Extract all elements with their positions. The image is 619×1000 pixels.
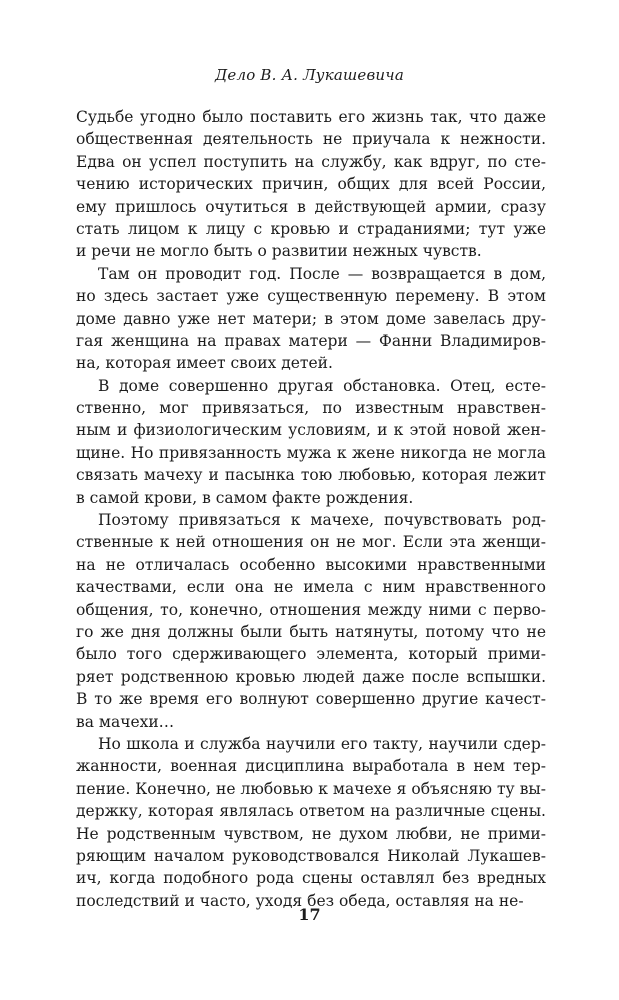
text-line: общения, то, конечно, отношения между ними с перво- bbox=[76, 600, 546, 619]
paragraph bbox=[76, 106, 546, 263]
page-number: 17 bbox=[298, 905, 321, 924]
text-line: Поэтому привязаться к мачехе, почувствовать род- bbox=[98, 511, 546, 530]
text-line: на, которая имеет своих детей. bbox=[76, 354, 333, 373]
text-line: ряющим началом руководствовался Николай Лукашев- bbox=[76, 846, 546, 865]
text-line: Судьбе угодно было поставить его жизнь так, что даже bbox=[76, 108, 546, 126]
text-line: качествами, если она не имела с ним нравственного bbox=[76, 578, 546, 597]
running-head: Дело В. А. Лукашевича bbox=[215, 66, 404, 84]
text-line: В доме совершенно другая обстановка. Отец, есте- bbox=[98, 376, 546, 395]
text-line: пение. Конечно, не любовью к мачехе я объясняю ту вы- bbox=[76, 779, 546, 798]
paragraph bbox=[76, 509, 546, 733]
text-line: жанности, военная дисциплина выработала в нем тер- bbox=[76, 757, 546, 776]
text-line: но здесь застает уже существенную перемену. В этом bbox=[76, 287, 546, 306]
text-line: Едва он успел поступить на службу, как вдруг, по сте- bbox=[76, 152, 546, 171]
paragraph bbox=[76, 733, 546, 912]
text-line: ряет родственною кровью людей даже после вспышки. bbox=[76, 667, 546, 686]
text-line: ным и физиологическим условиям, и к этой новой жен- bbox=[76, 421, 546, 440]
paragraph bbox=[76, 375, 546, 509]
text-line: общественная деятельность не приучала к нежности. bbox=[76, 130, 546, 149]
text-line: ич, когда подобного рода сцены оставлял без вредных bbox=[76, 869, 546, 888]
text-line: го же дня должны были быть натянуты, потому что не bbox=[76, 622, 546, 641]
text-line: доме давно уже нет матери; в этом доме завелась дру- bbox=[76, 309, 546, 328]
paragraph bbox=[76, 263, 546, 375]
text-line: ственные к ней отношения он не мог. Если эта женщи- bbox=[76, 533, 546, 552]
text-line: ственно, мог привязаться, по известным нравствен- bbox=[76, 399, 546, 418]
text-line: и речи не могло быть о развитии нежных чувств. bbox=[76, 242, 482, 261]
text-line: на не отличалась особенно высокими нравственными bbox=[76, 555, 546, 574]
text-line: Там он проводит год. После — возвращается в дом, bbox=[98, 264, 546, 283]
body-text bbox=[76, 106, 546, 912]
text-line: последствий и часто, уходя без обеда, оставляя на не- bbox=[76, 891, 524, 910]
text-line: ему пришлось очутиться в действующей армии, сразу bbox=[76, 197, 546, 216]
text-line: гая женщина на правах матери — Фанни Владимиров- bbox=[76, 331, 546, 350]
text-line: щине. Но привязанность мужа к жене никогда не могла bbox=[76, 443, 546, 462]
text-line: держку, которая являлась ответом на различные сцены. bbox=[76, 802, 546, 821]
text-line: связать мачеху и пасынка тою любовью, которая лежит bbox=[76, 466, 546, 485]
text-line: Не родственным чувством, не духом любви, не прими- bbox=[76, 824, 546, 843]
text-line: в самой крови, в самом факте рождения. bbox=[76, 488, 414, 507]
text-line: было того сдерживающего элемента, который прими- bbox=[76, 645, 546, 664]
text-line: Но школа и служба научили его такту, научили сдер- bbox=[98, 734, 546, 753]
text-line: В то же время его волнуют совершенно другие качест- bbox=[76, 690, 546, 709]
text-line: чению исторических причин, общих для всей России, bbox=[76, 175, 546, 194]
text-line: ва мачехи… bbox=[76, 712, 175, 731]
text-line: стать лицом к лицу с кровью и страданиями; тут уже bbox=[76, 219, 546, 238]
